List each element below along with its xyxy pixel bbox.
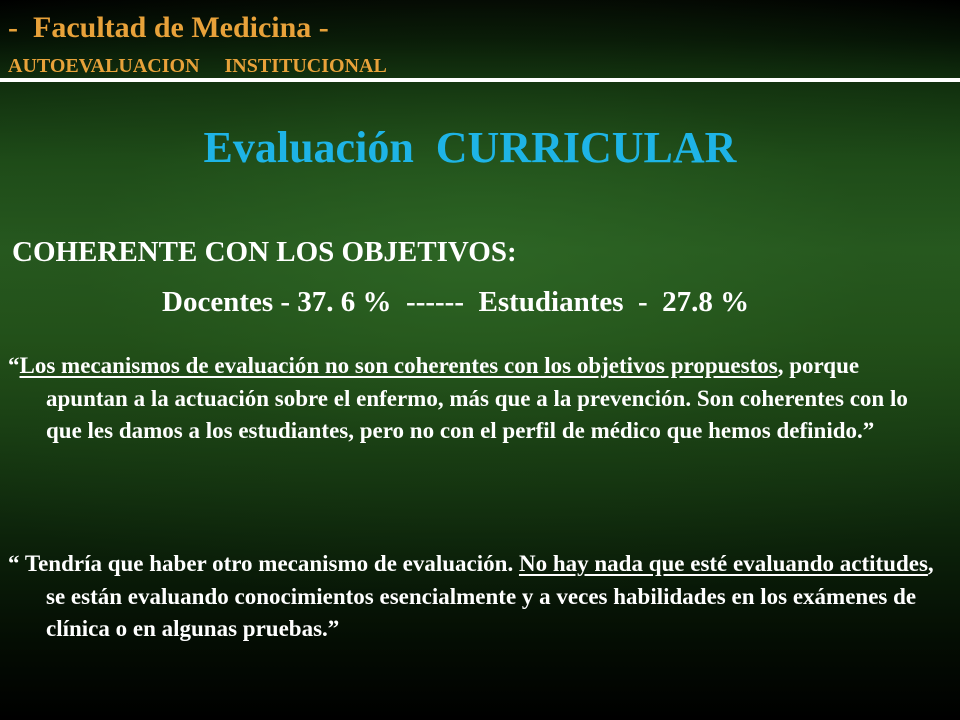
quote-open-mark: “	[8, 551, 25, 576]
quote-lead-text: Tendría que haber otro mecanismo de evaluación.	[24, 551, 519, 576]
quote-underlined-text: No hay nada que esté evaluando actitudes	[518, 551, 928, 576]
quote-2	[8, 548, 946, 646]
quote-1	[8, 350, 946, 448]
quote-text: , se están evaluando conocimientos esencialmente y a veces habilidades en los exámenes de clínica o en algunas pruebas.”	[46, 551, 934, 641]
header-divider	[0, 78, 960, 82]
quote-underlined-text: Los mecanismos de evaluación no son coherentes con los objetivos propuestos	[19, 353, 778, 378]
quote-open-mark: “	[8, 353, 20, 378]
section-heading: COHERENTE CON LOS OBJETIVOS:	[12, 236, 517, 268]
stats-line: Docentes - 37. 6 % ------ Estudiantes - 27.8 %	[162, 286, 750, 318]
quote-text: , porque apuntan a la actuación sobre el enfermo, más que a la prevención. Son coherentes con lo que les damos a los estudiantes, pero no con el perfil de médico que hemos definido.”	[46, 353, 908, 443]
slide-title: Evaluación CURRICULAR	[203, 123, 737, 172]
faculty-title: - Facultad de Medicina -	[8, 11, 329, 44]
section-subtitle: AUTOEVALUACION INSTITUCIONAL	[8, 55, 387, 77]
